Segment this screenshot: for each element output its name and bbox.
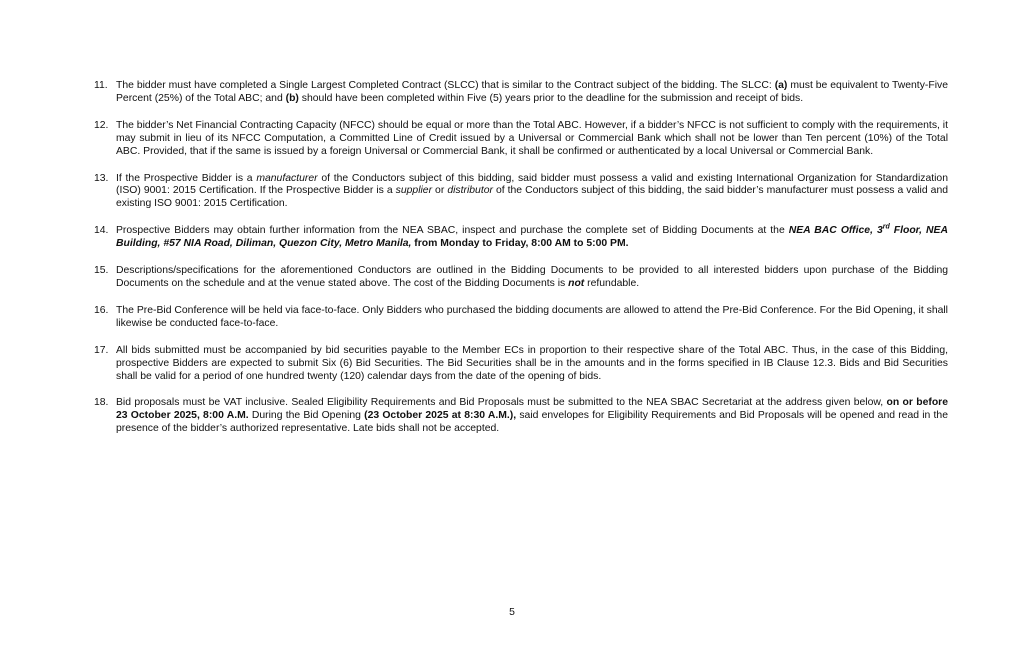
- item-text: If the Prospective Bidder is a manufacturer of the Conductors subject of this bidding, said bidder must possess a valid and existing International Organization for Standardization (ISO) 9001: 2015 Certification. If the Prospective Bidder is a supplier or distributor of the Conductors subject of this bidding, the said bidder’s manufacturer must possess a valid and existing ISO 9001: 2015 Certification.: [116, 172, 948, 210]
- list-item: [94, 173, 948, 212]
- item-number: 16.: [94, 304, 109, 316]
- item-number: 11.: [94, 80, 108, 91]
- page-number: 5: [509, 607, 515, 618]
- item-number: 18.: [94, 397, 109, 409]
- list-item: [94, 225, 948, 251]
- item-text: Descriptions/specifications for the aforementioned Conductors are outlined in the Bidding Documents to be provided to all interested bidders upon purchase of the Bidding Documents on the schedule and at the venue stated above. The cost of the Bidding Documents is not refundable.: [116, 265, 948, 289]
- item-number: 15.: [94, 265, 109, 277]
- list-item: [94, 305, 948, 331]
- item-text: Bid proposals must be VAT inclusive. Sealed Eligibility Requirements and Bid Proposals must be submitted to the NEA SBAC Secretariat at the address given below, on or before 23 October 2025, 8:00 A.M. During the Bid Opening (23 October 2025 at 8:30 A.M.), said envelopes for Eligibility Requirements and Bid Proposals will be opened and read in the presence of the bidder’s authorized representative. Late bids shall not be accepted.: [116, 397, 948, 435]
- item-number: 13.: [94, 172, 109, 184]
- list-item: [94, 397, 948, 436]
- item-text: The bidder must have completed a Single Largest Completed Contract (SLCC) that is similar to the Contract subject of the bidding. The SLCC: (a) must be equivalent to Twenty-Five Percent (25%) of the Total ABC; and (b) should have been completed within Five (5) years prior to the deadline for the submission and receipt of bids.: [116, 80, 948, 104]
- list-item: [94, 345, 948, 384]
- item-number: 14.: [94, 225, 109, 237]
- item-number: 17.: [94, 344, 109, 356]
- item-text: Prospective Bidders may obtain further information from the NEA SBAC, inspect and purchase the complete set of Bidding Documents at the NEA BAC Office, 3rd Floor, NEA Building, #57 NIA Road, Diliman, Quezon City, Metro Manila, from Monday to Friday, 8:00 AM to 5:00 PM.: [116, 223, 948, 250]
- list-item: [94, 80, 948, 106]
- list-item: [94, 120, 948, 159]
- item-text: The bidder’s Net Financial Contracting Capacity (NFCC) should be equal or more than the Total ABC. However, if a bidder’s NFCC is not sufficient to comply with the requirements, it may submit in lieu of its NFCC Computation, a Committed Line of Credit issued by a Universal or Commercial Bank which shall not be lower than Ten percent (10%) of the Total ABC. Provided, that if the same is issued by a foreign Universal or Commercial Bank, it shall be confirmed or authenticated by a local Universal or Commercial Bank.: [116, 119, 948, 157]
- item-text: The Pre-Bid Conference will be held via face-to-face. Only Bidders who purchased the bidding documents are allowed to attend the Pre-Bid Conference. For the Bid Opening, it shall likewise be conducted face-to-face.: [116, 304, 948, 329]
- item-text: All bids submitted must be accompanied by bid securities payable to the Member ECs in proportion to their respective share of the Total ABC. Thus, in the case of this Bidding, prospective Bidders are expected to submit Six (6) Bid Securities. The Bid Securities shall be in the amounts and in the forms specified in IB Clause 12.3. Bids and Bid Securities shall be valid for a period of one hundred twenty (120) calendar days from the date of the opening of bids.: [116, 344, 948, 382]
- terms-list: [94, 80, 948, 436]
- list-item: [94, 265, 948, 291]
- item-number: 12.: [94, 119, 109, 131]
